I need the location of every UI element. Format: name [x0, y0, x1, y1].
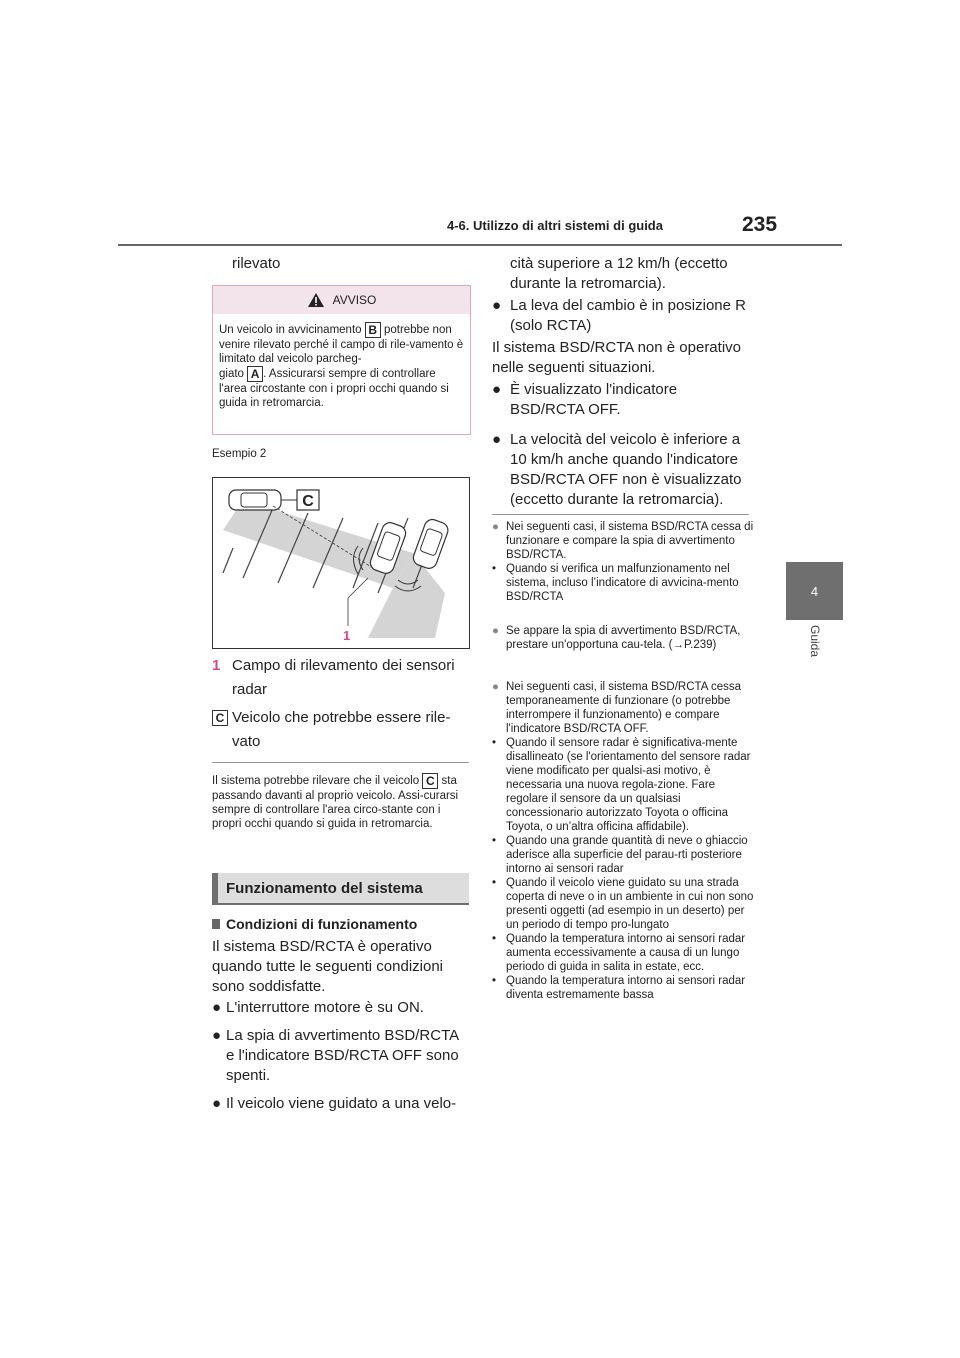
warning-text-4: . Assicurarsi sempre di controllare l'area circostante con i propri occhi quando si guida in retromarcia.	[219, 368, 449, 409]
list-item-text: La spia di avvertimento BSD/RCTA e l'indicatore BSD/RCTA OFF sono spenti.	[226, 1027, 459, 1084]
note-paragraph	[212, 773, 470, 831]
warning-header	[213, 286, 470, 314]
info-subtext: Quando il veicolo viene guidato su una strada coperta di neve o in un ambiente in cui non sono presenti oggetti (ad esempio in un deserto) per un periodo di tempo pro-lungato	[506, 877, 754, 931]
conditions-intro: Il sistema BSD/RCTA è operativo quando tutte le seguenti condizioni sono soddisfatte.	[212, 938, 444, 995]
info-subitem: • Quando la temperatura intorno ai sensori radar diventa estremamente bassa	[492, 974, 757, 1002]
info-subitem: • Quando la temperatura intorno ai sensori radar aumenta eccessivamente a causa di un lungo periodo di guida in salita in estate, ecc.	[492, 932, 757, 974]
list-item: ● La spia di avvertimento BSD/RCTA e l'indicatore BSD/RCTA OFF sono spenti.	[212, 1026, 470, 1086]
header-rule	[118, 244, 842, 246]
parking-illustration	[213, 478, 469, 648]
callout-c-label: C	[302, 493, 314, 510]
label-a-box: A	[247, 366, 263, 382]
info-subtext: Quando il sensore radar è significativa-mente disallineato (se l'orientamento del sensore radar viene modificato per qualsi-asi motivo, è necessaria una nuova regola-zione. Fare regolare il sensore da un qualsiasi concessionario autorizzato Toyota o officina Toyota, o un’altra officina affidabile).	[506, 737, 751, 833]
list-item: ● Il veicolo viene guidato a una velo-	[212, 1095, 457, 1112]
parking-diagram	[212, 477, 470, 649]
list-item-text: È visualizzato l'indicatore BSD/RCTA OFF.	[510, 381, 678, 418]
note-c-box: C	[422, 773, 438, 789]
info-block-3	[492, 680, 757, 1002]
warning-text-2: potrebbe non venire rilevato perché il campo di rile-vamento è limitato dal veicolo parcheg-	[219, 324, 464, 365]
info-text: Nei seguenti casi, il sistema BSD/RCTA cessa temporaneamente di funzionare (o potrebbe interrompere il funzionamento) e compare l'indicatore BSD/RCTA OFF.	[506, 681, 741, 735]
example-label: Esempio 2	[212, 448, 267, 460]
info-subitem: • Quando si verifica un malfunzionamento nel sistema, incluso l’indicatore di avvicina-mento BSD/RCTA	[492, 562, 757, 604]
note-divider	[212, 762, 469, 763]
page-number: 235	[742, 213, 778, 236]
legend-text-ca: Veicolo che potrebbe essere rile-	[232, 709, 451, 726]
list-item: ● È visualizzato l'indicatore BSD/RCTA OFF.	[492, 380, 747, 420]
info-subitem: • Quando il sensore radar è significativa-mente disallineato (se l'orientamento del sensore radar viene modificato per qualsi-asi motivo, è necessaria una nuova regola-zione. Fare regolare il sensore da un qualsiasi concessionario autorizzato Toyota o officina Toyota, o un’altra officina affidabile).	[492, 736, 757, 834]
zone-label-1: 1	[343, 628, 351, 643]
conditions-list	[212, 998, 470, 1114]
list-item: ● L'interruttore motore è su ON.	[212, 999, 424, 1016]
list-item-text: La velocità del veicolo è inferiore a 10 km/h anche quando l'indicatore BSD/RCTA OFF non è visualizzato (eccetto durante la retromarcia).	[510, 431, 742, 508]
legend-text-1a: Campo di rilevamento dei sensori	[232, 657, 455, 674]
info-subitem: • Quando una grande quantità di neve o ghiaccio aderisce alla superficie del parau-rti posteriore intorno ai sensori radar	[492, 834, 757, 876]
right-continuation: cità superiore a 12 km/h (eccetto durante la retromarcia).	[510, 255, 728, 292]
info-item: ● Nei seguenti casi, il sistema BSD/RCTA cessa temporaneamente di funzionare (o potrebbe interrompere il funzionamento) e compare l'indicatore BSD/RCTA OFF.	[492, 680, 757, 736]
info-item: ● Nei seguenti casi, il sistema BSD/RCTA cessa di funzionare e compare la spia di avvertimento BSD/RCTA.	[492, 520, 757, 562]
chapter-tab	[786, 562, 843, 620]
subheading	[212, 914, 469, 934]
info-item: ● Se appare la spia di avvertimento BSD/RCTA, prestare un'opportuna cau-tela. (→P.239)	[492, 624, 757, 652]
right-bullet-r	[492, 296, 752, 336]
info-block-2	[492, 624, 757, 652]
right-paragraph: Il sistema BSD/RCTA non è operativo nelle seguenti situazioni.	[492, 339, 741, 376]
list-item-text: L'interruttore motore è su ON.	[226, 999, 424, 1016]
legend-text-cb: vato	[232, 733, 261, 750]
continuation-text: rilevato	[232, 255, 281, 272]
label-b-box: B	[365, 322, 381, 338]
subheading-text: Condizioni di funzionamento	[226, 916, 418, 932]
info-text: Se appare la spia di avvertimento BSD/RCTA, prestare un'opportuna cau-tela. (→P.239)	[506, 625, 741, 651]
legend-text-1b: radar	[232, 681, 268, 698]
info-divider	[492, 514, 749, 515]
legend-key-c: C	[212, 710, 228, 726]
info-subtext: Quando una grande quantità di neve o ghiaccio aderisce alla superficie del parau-rti posteriore intorno ai sensori radar	[506, 835, 748, 875]
legend-item-c	[212, 708, 468, 752]
warning-triangle-icon	[307, 292, 325, 308]
warning-text-1: Un veicolo in avvicinamento	[219, 324, 362, 337]
section-heading: Funzionamento del sistema	[212, 873, 469, 905]
info-subtext: Quando la temperatura intorno ai sensori radar aumenta eccessivamente a causa di un lungo periodo di guida in salita in estate, ecc.	[506, 933, 746, 973]
list-item-text: Il veicolo viene guidato a una velo-	[226, 1095, 457, 1112]
legend-key-1: 1	[212, 657, 221, 674]
square-bullet-icon	[212, 919, 220, 929]
warning-text-3: giato	[219, 368, 244, 381]
legend-item-1	[212, 656, 468, 700]
section-title: 4-6. Utilizzo di altri sistemi di guida	[447, 218, 663, 233]
info-block-1	[492, 520, 757, 604]
note-text-1: Il sistema potrebbe rilevare che il veicolo	[212, 775, 420, 788]
info-subtext: Quando la temperatura intorno ai sensori radar diventa estremamente bassa	[506, 975, 746, 1001]
list-item: ● La leva del cambio è in posizione R (solo RCTA)	[492, 296, 752, 336]
right-bullet-list	[492, 380, 747, 510]
warning-title: AVVISO	[332, 293, 377, 307]
list-item: ● La velocità del veicolo è inferiore a 10 km/h anche quando l'indicatore BSD/RCTA OFF non è visualizzato (eccetto durante la retromarcia).	[492, 430, 747, 510]
parked-car	[411, 517, 450, 570]
chapter-number: 4	[810, 583, 819, 599]
warning-box	[212, 285, 471, 435]
info-subtext: Quando si verifica un malfunzionamento nel sistema, incluso l’indicatore di avvicina-mento BSD/RCTA	[506, 563, 739, 603]
chapter-label: Guida	[808, 625, 822, 658]
info-subitem: • Quando il veicolo viene guidato su una strada coperta di neve o in un ambiente in cui non sono presenti oggetti (ad esempio in un deserto) per un periodo di tempo pro-lungato	[492, 876, 757, 932]
note-text-2: sta passando davanti al proprio veicolo. Assi-curarsi sempre di controllare l'area circo-stante con i propri occhi quando si guida in retromarcia.	[212, 775, 459, 830]
warning-body	[213, 314, 470, 418]
list-item-text: La leva del cambio è in posizione R (solo RCTA)	[510, 297, 746, 334]
info-text: Nei seguenti casi, il sistema BSD/RCTA cessa di funzionare e compare la spia di avvertimento BSD/RCTA.	[506, 521, 754, 561]
